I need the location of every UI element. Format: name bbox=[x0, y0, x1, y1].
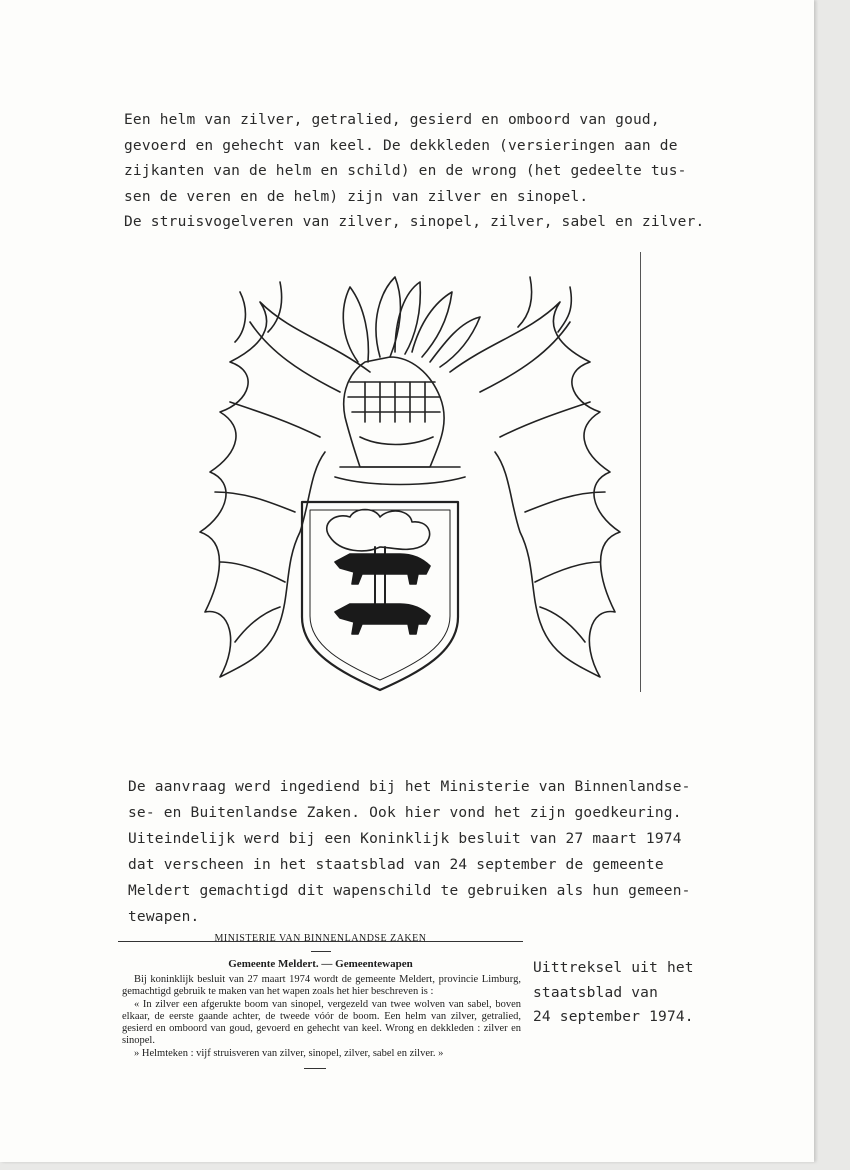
clipping-paragraph: Bij koninklijk besluit van 27 maart 1974 wordt de gemeente Meldert, provincie Limburg, gemachtigd gebruik te maken van het wapen zoals het hier beschreven is : bbox=[122, 974, 521, 998]
coat-of-arms-illustration bbox=[190, 262, 630, 692]
intro-line: sen de veren en de helm) zijn van zilver en sinopel. bbox=[124, 188, 589, 205]
wolves-shape bbox=[335, 554, 430, 634]
clipping-divider bbox=[311, 951, 331, 952]
body-line: dat verscheen in het staatsblad van 24 september de gemeente bbox=[128, 857, 664, 873]
body-line: tewapen. bbox=[128, 909, 200, 925]
shield-shape bbox=[302, 502, 458, 690]
helmet-shape bbox=[335, 357, 465, 485]
intro-paragraph bbox=[124, 108, 784, 236]
ostrich-feathers-shape bbox=[343, 277, 480, 367]
sidenote-line: staatsblad van bbox=[533, 984, 659, 1001]
staatsblad-clipping bbox=[118, 930, 523, 1069]
body-line: Meldert gemachtigd dit wapenschild te gebruiken als hun gemeen- bbox=[128, 883, 691, 899]
sidenote-line: 24 september 1974. bbox=[533, 1009, 694, 1025]
clipping-paragraph: « In zilver een afgerukte boom van sinopel, vergezeld van twee wolven van sabel, boven elkaar, de eerste gaande achter, de tweede vóór de boom. Een helm van zilver, getralied, gesierd en omboord van goud, gevoerd en gehecht van keel. Wrong en dekkleden : zilver en sinopel. bbox=[122, 998, 521, 1047]
intro-line: Een helm van zilver, getralied, gesierd en omboord van goud, bbox=[124, 112, 660, 128]
mantling-right-shape bbox=[450, 277, 620, 677]
intro-line: De struisvogelveren van zilver, sinopel, zilver, sabel en zilver. bbox=[124, 214, 705, 230]
body-line: De aanvraag werd ingediend bij het Ministerie van Binnenlandse- bbox=[128, 779, 691, 795]
sidenote-line: Uittreksel uit het bbox=[533, 960, 694, 976]
body-line: Uiteindelijk werd bij een Koninklijk besluit van 27 maart 1974 bbox=[128, 831, 682, 847]
intro-line: zijkanten van de helm en schild) en de wrong (het gedeelte tus- bbox=[124, 163, 687, 179]
body-paragraph bbox=[128, 774, 788, 930]
intro-line: gevoerd en gehecht van keel. De dekkleden (versieringen aan de bbox=[124, 137, 678, 154]
body-line: se- en Buitenlandse Zaken. Ook hier vond het zijn goedkeuring. bbox=[128, 805, 682, 821]
clipping-paragraph: » Helmteken : vijf struisveren van zilver, sinopel, zilver, sabel en zilver. » bbox=[134, 1047, 444, 1059]
clipping-end-rule bbox=[304, 1068, 326, 1069]
clipping-header: MINISTERIE VAN BINNENLANDSE ZAKEN bbox=[214, 933, 427, 944]
clipping-body bbox=[118, 974, 523, 1060]
sidenote bbox=[533, 956, 694, 1030]
margin-rule bbox=[640, 252, 641, 692]
clipping-title: Gemeente Meldert. — Gemeentewapen bbox=[228, 958, 413, 970]
